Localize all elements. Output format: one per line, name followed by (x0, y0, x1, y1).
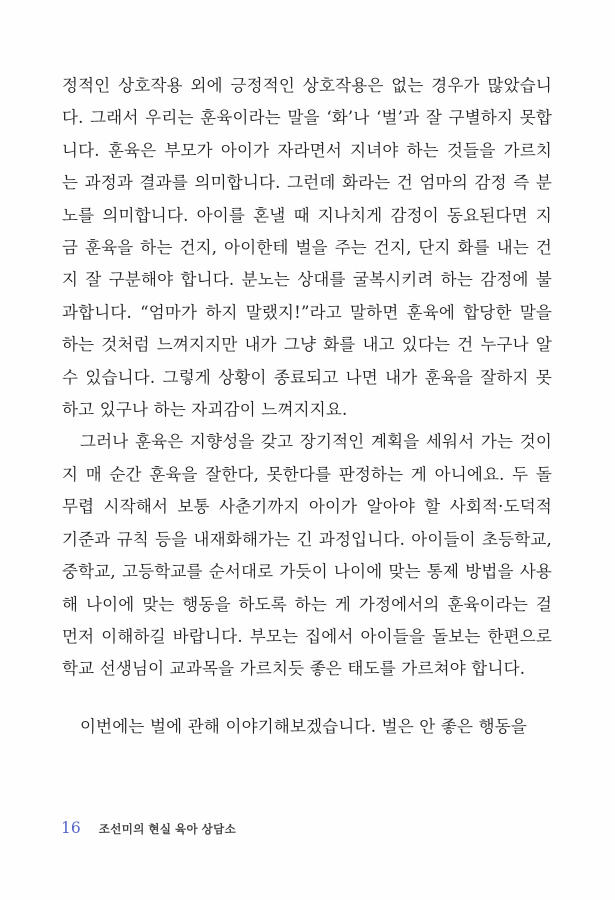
text-line: 이번에는 벌에 관해 이야기해보겠습니다. 벌은 안 좋은 행동을 (80, 716, 528, 736)
page-body (62, 70, 552, 743)
text-line: 먼저 이해하길 바랍니다. 부모는 집에서 아이들을 돌보는 한편으로 (62, 626, 552, 646)
text-line: 지 매 순간 훈육을 잘한다, 못한다를 판정하는 게 아니에요. 두 돌 (62, 464, 552, 484)
book-title: 조선미의 현실 육아 상담소 (98, 824, 237, 836)
text-line: 기준과 규칙 등을 내재화해가는 긴 과정입니다. 아이들이 초등학교, (62, 529, 552, 549)
text-line: 무렵 시작해서 보통 사춘기까지 아이가 알아야 할 사회적·도덕적 (62, 497, 552, 517)
text-line: 과합니다. “엄마가 하지 말랬지!”라고 말하면 훈육에 합당한 말을 (62, 302, 552, 322)
text-line: 다. 그래서 우리는 훈육이라는 말을 ‘화’나 ‘벌’과 잘 구별하지 못합 (62, 108, 552, 128)
text-line: 니다. 훈육은 부모가 아이가 자라면서 지녀야 하는 것들을 가르치 (62, 140, 552, 160)
text-line: 수 있습니다. 그렇게 상황이 종료되고 나면 내가 훈육을 잘하지 못 (62, 367, 552, 387)
text-line: 금 훈육을 하는 건지, 아이한테 벌을 주는 건지, 단지 화를 내는 건 (62, 238, 552, 258)
text-line: 정적인 상호작용 외에 긍정적인 상호작용은 없는 경우가 많았습니 (62, 76, 552, 95)
paragraph (62, 711, 552, 743)
page-footer (61, 819, 236, 837)
page-number: 16 (61, 819, 81, 837)
text-line: 는 과정과 결과를 의미합니다. 그런데 화라는 건 엄마의 감정 즉 분 (62, 173, 552, 193)
text-line: 하는 것처럼 느껴지지만 내가 그냥 화를 내고 있다는 건 누구나 알 (62, 335, 552, 355)
text-line: 중학교, 고등학교를 순서대로 가듯이 나이에 맞는 통제 방법을 사용 (62, 562, 552, 582)
text-line: 학교 선생님이 교과목을 가르치듯 좋은 태도를 가르쳐야 합니다. (62, 659, 526, 679)
paragraph (62, 426, 552, 685)
text-line: 하고 있구나 하는 자괴감이 느껴지지요. (62, 400, 348, 420)
text-line: 지 잘 구분해야 합니다. 분노는 상대를 굴복시키려 하는 감정에 불 (62, 270, 552, 290)
paragraph (62, 70, 552, 426)
text-line: 노를 의미합니다. 아이를 혼낼 때 지나치게 감정이 동요된다면 지 (62, 205, 552, 225)
text-line: 해 나이에 맞는 행동을 하도록 하는 게 가정에서의 훈육이라는 걸 (62, 594, 552, 614)
text-line: 그러나 훈육은 지향성을 갖고 장기적인 계획을 세워서 가는 것이 (80, 432, 552, 452)
